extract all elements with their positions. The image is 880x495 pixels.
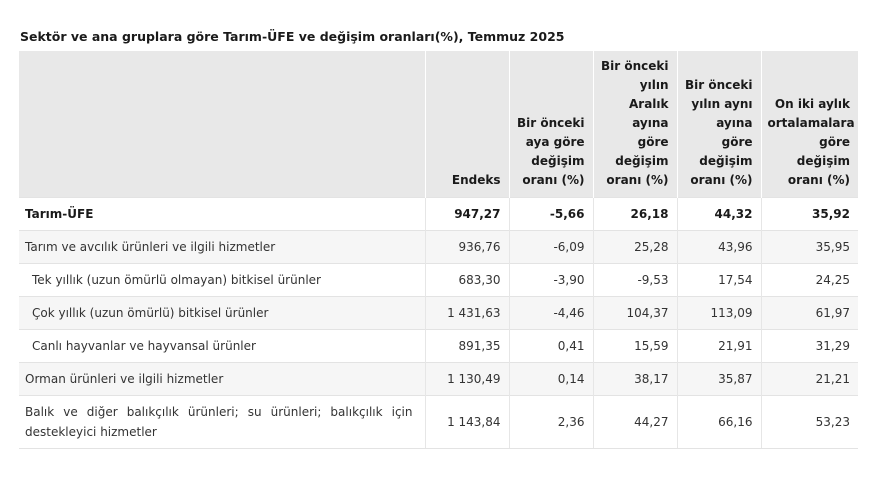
cell-monthly-change: 0,14 — [509, 363, 593, 396]
cell-average-change: 35,92 — [761, 198, 858, 231]
cell-average-change: 35,95 — [761, 231, 858, 264]
cell-monthly-change: -5,66 — [509, 198, 593, 231]
cell-annual-change: 66,16 — [677, 396, 761, 449]
header-monthly-change: Bir önceki aya göre değişim oranı (%) — [509, 51, 593, 198]
table-row — [19, 330, 858, 363]
cell-december-change: 38,17 — [593, 363, 677, 396]
cell-average-change: 24,25 — [761, 264, 858, 297]
cell-december-change: 44,27 — [593, 396, 677, 449]
table-row — [19, 231, 858, 264]
table-row — [19, 396, 858, 449]
row-label: Çok yıllık (uzun ömürlü) bitkisel ürünler — [19, 297, 425, 330]
cell-annual-change: 21,91 — [677, 330, 761, 363]
cell-monthly-change: -6,09 — [509, 231, 593, 264]
cell-endeks: 1 143,84 — [425, 396, 509, 449]
header-row — [19, 51, 858, 198]
cell-endeks: 891,35 — [425, 330, 509, 363]
cell-average-change: 31,29 — [761, 330, 858, 363]
header-endeks: Endeks — [425, 51, 509, 198]
row-label: Orman ürünleri ve ilgili hizmetler — [19, 363, 425, 396]
cell-average-change: 61,97 — [761, 297, 858, 330]
cell-endeks: 936,76 — [425, 231, 509, 264]
cell-average-change: 53,23 — [761, 396, 858, 449]
cell-december-change: -9,53 — [593, 264, 677, 297]
cell-average-change: 21,21 — [761, 363, 858, 396]
cell-annual-change: 17,54 — [677, 264, 761, 297]
cell-monthly-change: -3,90 — [509, 264, 593, 297]
table-row — [19, 363, 858, 396]
cell-december-change: 26,18 — [593, 198, 677, 231]
cell-monthly-change: 2,36 — [509, 396, 593, 449]
cell-annual-change: 43,96 — [677, 231, 761, 264]
header-label-column — [19, 51, 425, 198]
cell-monthly-change: 0,41 — [509, 330, 593, 363]
header-twelve-month-average-change: On iki aylık ortalamalara göre değişim oranı (%) — [761, 51, 858, 198]
cell-december-change: 104,37 — [593, 297, 677, 330]
header-december-change: Bir önceki yılın Aralık ayına göre değişim oranı (%) — [593, 51, 677, 198]
header-annual-change: Bir önceki yılın aynı ayına göre değişim oranı (%) — [677, 51, 761, 198]
cell-endeks: 1 431,63 — [425, 297, 509, 330]
row-label: Tarım ve avcılık ürünleri ve ilgili hizmetler — [19, 231, 425, 264]
cell-december-change: 25,28 — [593, 231, 677, 264]
data-table — [19, 51, 858, 449]
table-row — [19, 297, 858, 330]
cell-december-change: 15,59 — [593, 330, 677, 363]
cell-annual-change: 44,32 — [677, 198, 761, 231]
row-label: Tek yıllık (uzun ömürlü olmayan) bitkisel ürünler — [19, 264, 425, 297]
cell-monthly-change: -4,46 — [509, 297, 593, 330]
cell-annual-change: 113,09 — [677, 297, 761, 330]
cell-endeks: 683,30 — [425, 264, 509, 297]
row-label: Balık ve diğer balıkçılık ürünleri; su ürünleri; balıkçılık için destekleyici hizmetler — [19, 396, 425, 449]
row-label: Canlı hayvanlar ve hayvansal ürünler — [19, 330, 425, 363]
cell-endeks: 947,27 — [425, 198, 509, 231]
table-title: Sektör ve ana gruplara göre Tarım-ÜFE ve değişim oranları(%), Temmuz 2025 — [20, 29, 565, 44]
table-row — [19, 198, 858, 231]
cell-annual-change: 35,87 — [677, 363, 761, 396]
cell-endeks: 1 130,49 — [425, 363, 509, 396]
table-row — [19, 264, 858, 297]
row-label: Tarım-ÜFE — [19, 198, 425, 231]
